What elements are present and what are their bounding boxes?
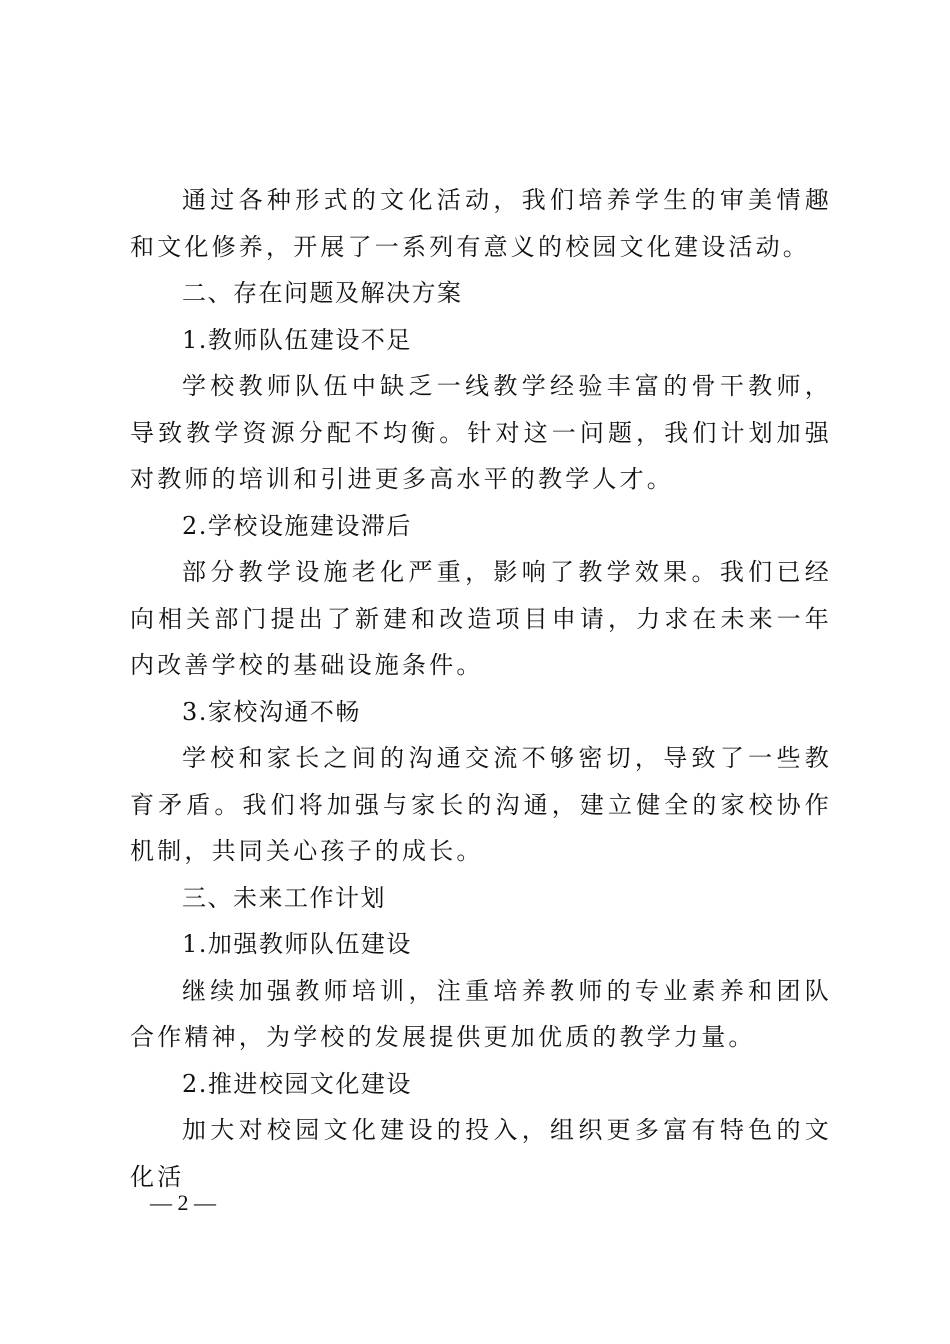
subheading-home-school: 3.家校沟通不畅	[182, 697, 361, 726]
section-heading-problems: 二、存在问题及解决方案	[182, 279, 463, 307]
subheading-teacher-shortage: 1.教师队伍建设不足	[182, 325, 412, 354]
paragraph-strengthen-teachers: 继续加强教师培训，注重培养教师的专业素养和团队合作精神，为学校的发展提供更加优质的教学力量。	[130, 976, 832, 1051]
document-body	[130, 177, 832, 1200]
page-number: — 2 —	[150, 1190, 216, 1215]
section-heading-future-plan: 三、未来工作计划	[182, 883, 386, 912]
subheading-facilities: 2.学校设施建设滞后	[182, 511, 412, 540]
paragraph-campus-culture: 加大对校园文化建设的投入，组织更多富有特色的文化活	[130, 1116, 832, 1191]
paragraph-facilities: 部分教学设施老化严重，影响了教学效果。我们已经向相关部门提出了新建和改造项目申请，力求在未来一年内改善学校的基础设施条件。	[130, 558, 832, 679]
paragraph-teacher-shortage: 学校教师队伍中缺乏一线教学经验丰富的骨干教师，导致教学资源分配不均衡。针对这一问题，我们计划加强对教师的培训和引进更多高水平的教学人才。	[130, 372, 832, 493]
subheading-campus-culture: 2.推进校园文化建设	[182, 1069, 412, 1098]
subheading-strengthen-teachers: 1.加强教师队伍建设	[182, 930, 412, 958]
paragraph-cultural-activities: 通过各种形式的文化活动，我们培养学生的审美情趣和文化修养，开展了一系列有意义的校园文化建设活动。	[130, 186, 832, 261]
paragraph-home-school: 学校和家长之间的沟通交流不够密切，导致了一些教育矛盾。我们将加强与家长的沟通，建立健全的家校协作机制，共同关心孩子的成长。	[130, 744, 832, 865]
